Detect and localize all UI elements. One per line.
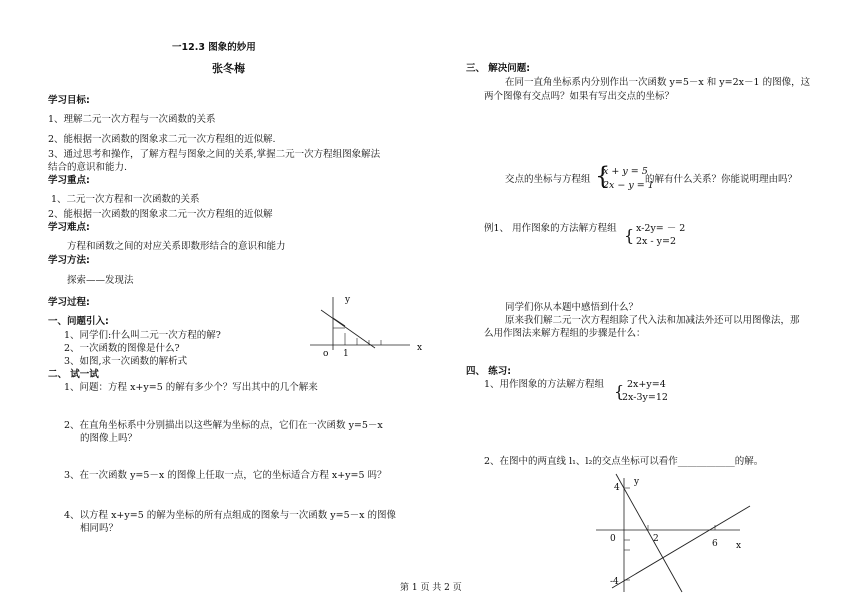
intro-graph [305, 290, 425, 365]
try-4-cont: 相同吗？ [80, 523, 119, 534]
graph1-origin: o [323, 349, 329, 359]
practice-graph [590, 470, 760, 595]
example-prefix: 例1、 用作图象的方法解方程组 [484, 223, 617, 234]
insight-2: 原来我们解二元一次方程组除了代入法和加减法外还可以用图像法，那 [505, 315, 800, 326]
difficulty-heading: 学习难点: [48, 222, 90, 233]
try-2: 2、在直角坐标系中分别描出以这些解为坐标的点，它们在一次函数 y=5－x [64, 420, 383, 431]
goal-2: 2、能根据一次函数的图象求二元一次方程组的近似解. [48, 134, 276, 145]
goals-heading: 学习目标: [48, 95, 90, 106]
process-heading: 学习过程: [48, 297, 90, 308]
practice-2: 2、在图中的两直线 l₁、l₂的交点坐标可以看作____________的解。 [484, 456, 764, 467]
graph2-x-mid: 2 [653, 534, 659, 544]
graph2-x-label: x [736, 541, 742, 551]
try-2-cont: 的图像上吗？ [80, 433, 138, 444]
solve-line-2: 两个图像有交点吗？如果有写出交点的坐标？ [484, 91, 675, 102]
key-2: 2、能根据一次函数的图象求二元一次方程组的近似解 [48, 209, 273, 220]
system-brace: { [595, 162, 611, 190]
page-footer: 第 1 页 共 2 页 [400, 583, 462, 593]
goal-3-cont: 结合的意识和能力. [48, 162, 128, 173]
try-3: 3、在一次函数 y=5－x 的图像上任取一点，它的坐标适合方程 x+y=5 吗？ [64, 470, 387, 481]
intro-2: 2、一次函数的图像是什么? [64, 343, 180, 354]
graph2-y-label: y [634, 477, 640, 487]
solve-heading: 三、 解决问题: [466, 63, 531, 74]
system-eq2: 2x − y = 1 [603, 180, 654, 191]
system-prefix: 交点的坐标与方程组 [505, 174, 591, 185]
method-text: 探索——发现法 [67, 275, 134, 286]
system-eq1: x + y = 5 [603, 166, 648, 177]
system-suffix: 的解有什么关系？你能说明理由吗？ [645, 174, 798, 185]
goal-1: 1、理解二元一次方程与一次函数的关系 [48, 114, 216, 125]
practice-1-eq2: 2x-3y=12 [622, 392, 668, 403]
graph2-y-bottom: -4 [610, 577, 619, 587]
insight-3: 么用作图法来解方程组的步骤是什么： [484, 328, 646, 339]
try-4: 4、以方程 x+y=5 的解为坐标的所有点组成的图象与一次函数 y=5－x 的图像 [64, 510, 397, 521]
solve-line-1: 在同一直角坐标系内分别作出一次函数 y=5－x 和 y=2x－1 的图像，这 [505, 77, 811, 88]
intro-1: 1、同学们:什么叫二元一次方程的解? [64, 330, 221, 341]
page-title: 一12.3 图象的妙用 [172, 42, 256, 53]
practice-brace: { [614, 382, 625, 401]
practice-1: 1、用作图象的方法解方程组 [484, 379, 605, 390]
graph1-x-label: x [417, 343, 423, 353]
key-heading: 学习重点: [48, 175, 90, 186]
graph2-y-top: 4 [614, 483, 620, 493]
intro-heading: 一、问题引入: [48, 316, 109, 327]
graph2-origin: 0 [610, 534, 616, 544]
graph2-x-right: 6 [712, 539, 718, 549]
try-heading: 二、 试一试 [48, 369, 99, 380]
graph1-tick: 1 [343, 349, 349, 359]
difficulty-text: 方程和函数之间的对应关系即数形结合的意识和能力 [67, 241, 286, 252]
method-heading: 学习方法: [48, 255, 90, 266]
author-name: 张冬梅 [212, 62, 245, 75]
try-1: 1、问题：方程 x+y=5 的解有多少个？写出其中的几个解来 [64, 382, 318, 393]
practice-heading: 四、 练习: [466, 366, 512, 377]
key-1: 1、二元一次方程和一次函数的关系 [51, 194, 200, 205]
intro-3: 3、如图,求一次函数的解析式 [64, 356, 188, 367]
insight-1: 同学们你从本题中感悟到什么？ [505, 302, 639, 313]
example-eq1: x-2y= － 2 [636, 223, 686, 234]
graph1-y-label: y [345, 295, 351, 305]
example-eq2: 2x - y=2 [636, 236, 677, 247]
goal-3: 3、通过思考和操作，了解方程与图象之间的关系,掌握二元一次方程组图象解法 [48, 149, 381, 160]
example-brace: { [624, 226, 635, 245]
practice-1-eq1: 2x+y=4 [627, 379, 666, 390]
